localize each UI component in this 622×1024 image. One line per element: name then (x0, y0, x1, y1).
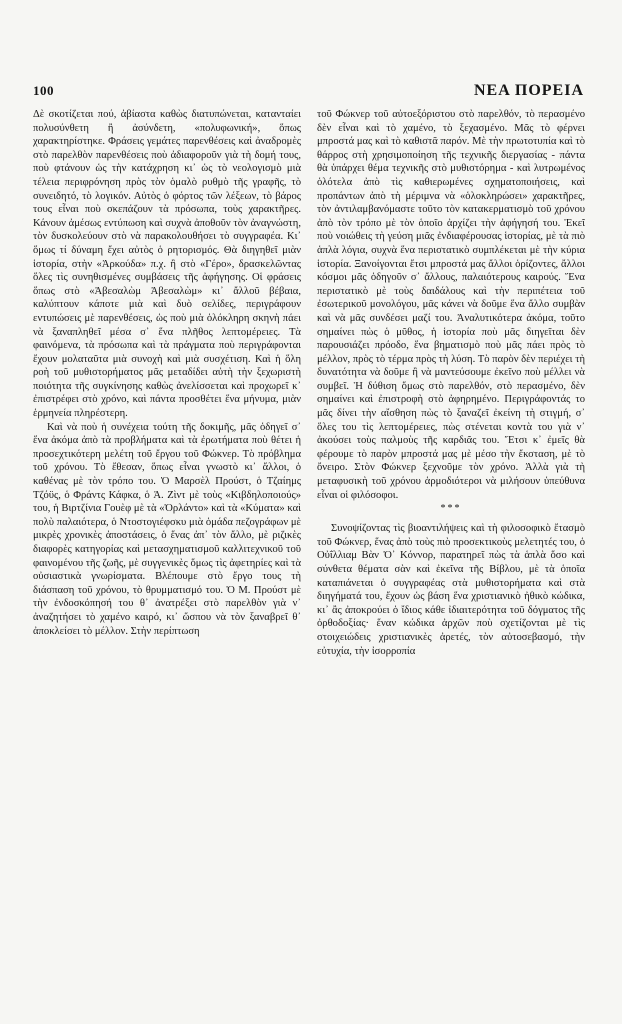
paragraph: τοῦ Φώκνερ τοῦ αὐτοεξόριστου στὸ παρελθόν, τὸ περασμένο δὲν εἶναι καὶ τὸ χαμένο, τὸ ξεχασμένο. Μᾶς τὸ φέρνει μπροστά μας καὶ τὸ καθιστᾶ παρόν. Μὲ τὴν πρωτοτυπία καὶ τὸ θάρρος στὴ χρησιμοποίηση τῆς τεχνικῆς διεργασίας - πάντα θὰ ὑπάρχει θέμα τεχνικῆς στὸ μυθιστόρημα - καὶ λυτρωμένος ὁλότελα ἀπὸ τὶς καθιερωμένες σχηματοποιήσεις, καὶ προπάντων ἀπὸ τὴ μέριμνα νὰ «ὁλοκληρώσει» χαρακτῆρες, τὸν ἀντιλαμβανόμαστε τοῦτο τὸν κατακερματισμὸ τοῦ χρόνου ἀπὸ τὸν τρόπο μὲ τὸν ὁποῖο ἀρχίζει τὴν ἀφήγησή του. Ἐκεῖ ποὺ νοιώθεις τὴ γεύση μιᾶς ἐνδιαφέρουσας ἱστορίας, μὲ τὰ πιὸ ἁπλὰ λόγια, συχνὰ ἕνα περιστατικὸ συμπλέκεται μὲ τὴν κύρια ἱστορία. Ξανοίγονται ἔτσι μπροστά μας ἄλλοι ὁρίζοντες, ἄλλοι κόσμοι μᾶς ὁδηγοῦν σ᾽ ἄλλους, παλαιότερους καιρούς. Ἕνα περιστατικὸ μὲ τοὺς δαιδάλους καὶ τὴν περιπέτεια τοῦ ἐσωτερικοῦ μονολόγου, μᾶς κάνει νὰ δοῦμε ἕνα ἄλλο συμβὰν καὶ νὰ μᾶς συνδέσει μαζί του. Ἀναλυτικότερα ἀκόμα, τοῦτο σημαίνει πὼς ὁ μῦθος, ἡ ἱστορία ποὺ μᾶς διηγεῖται δὲν παρουσιάζει πρόοδο, ἕνα βηματισμὸ ποὺ μᾶς πάει πρὸς τὸ μέλλον, πρὸς τὸ τέρμα πρὸς τὴ λύση. Τὸ παρὸν δὲν περιέχει τὴ δυνατότητα νὰ δοῦμε ἢ νὰ μαντεύσουμε ἐκεῖνο ποὺ μέλλει νὰ συμβεῖ. Ἡ δύθιση ὅμως στὸ παρελθόν, στὸ περασμένο, δὲν σημαίνει καὶ ἐπιστροφὴ στὸ ἀφηρημένο. Περιγράφοντάς το μᾶς δίνει τὴν αἴσθηση πὼς τὸ ξαναζεῖ ἐκείνη τὴ στιγμή, σ᾽ ὅλες του τὶς λεπτομέρειες, πὼς στένεται κοντὰ του γιὰ ν᾽ ἀκούσει τοὺς παλμοὺς τῆς καρδιᾶς του. Ἔτσι κ᾽ ἐμεῖς θὰ φέρουμε τὸ παρὸν μπροστά μας μὲ μέσο τὴν ἔκσταση, μὲ τὸ ὄνειρο. Στὸν Φώκνερ ξεχνοῦμε τὸν χρόνο. Ἀλλὰ γιὰ τὴ μεταφυσικὴ τοῦ χρόνου ἁρμοδιότεροι νὰ μιλήσουν ὑπεύθυνα εἶναι οἱ φιλόσοφοι. (317, 109, 585, 501)
section-separator: *** (440, 503, 462, 515)
page-number: 100 (33, 83, 54, 98)
right-column (317, 108, 585, 1018)
running-head: ΝΕΑ ΠΟΡΕΙΑ (473, 82, 584, 99)
text-columns (33, 108, 585, 1018)
paragraph: Δὲ σκοτίζεται πού, ἀβίαστα καθὼς διατυπώνεται, κατανταίει πολυσύνθετη ἢ ἀσύνδετη, «πολυφωνική», ὅπως χαρακτηρίστηκε. Φράσεις γεμάτες παρενθέσεις καὶ ἀναδρομὲς στὸ παρελθὸν παρενθέσεις ποὺ ἀδιαφοροῦν γιὰ τὴ δομή τους, ποὺ φτάνουν ὡς τὴν κατάχρηση κι᾽ ὡς τὸ νεολογισμὸ μιὰ τέλεια περιφρόνηση πρὸς τὸν ὁμαλὸ ρυθμὸ τῆς γραφῆς, τὸ συνειδητό, τὸ λογικόν. Αὐτὸς ὁ φόρτος τῶν λέξεων, τὸ βάρος τους εἶναι ποὺ σκεπάζουν τὰ πρόσωπα, τοὺς χαρακτῆρες. Κάνουν ἀμέσως εντύπωση καὶ συχνὰ ἀποθοῦν τὸν ἀναγνώστη, τὸν δυσκολεύουν στὸ νὰ παρακολουθήσει τὸ συγγραφέα. Κι᾽ ὅμως τί δύναμη ἔχει αὐτὸς ὁ ρητορισμός. Θὰ διηγηθεῖ μιὰν ἱστορία, στὴν «Ἀρκούδα» π.χ. ἢ στὸ «Γέρο», δρασκελῶντας ὅλες τὶς συνηθισμένες συμβάσεις τῆς ἀφήγησης. Οἱ φράσεις ὅπως στὸ «Ἀβεσαλὼμ Ἀβεσαλὼμ» κι᾽ ἄλλοῦ βέβαια, καλύπτουν κάποτε μιὰ καὶ δυὸ σελίδες, περιγράφουν εντυπώσεις μὲ παρενθέσεις, ὡς ποὺ μιὰ ὁλόκληρη σκηνὴ πάει νὰ ξαναπληθεῖ μέσα σ᾽ ἕνα πλῆθος λεπτομέρειες. Τὰ φαινόμενα, τὰ πρόσωπα καὶ τὰ πράγματα ποὺ περιγράφονται ἔχουν μολαταῦτα μιὰ συνοχὴ καὶ μιὰ συσχέτιση. Καὶ ἡ ὅλη ροὴ τοῦ μυθιστορήματος μᾶς μεταδίδει αὐτὴ τὴν ξεχωριστὴ ποιότητα τῆς συγκίνησης καθὼς ἀνελίσσεται καὶ προχωρεῖ κ᾽ ἐπιστρέφει στὸ χρόνο, καὶ πάντα προσθέτει ἕνα μήνυμα, μιὰν ἑρμηνεία πληρέστερη. (33, 109, 301, 420)
page-header (33, 82, 584, 102)
paragraph: Καὶ νὰ ποὺ ἡ συνέχεια τούτη τῆς δοκιμῆς, μᾶς ὁδηγεῖ σ᾽ ἕνα ἀκόμα ἀπὸ τὰ προβλήματα καὶ τὰ ἐρωτήματα ποὺ θέτει ἡ προσεχτικότερη μελέτη τοῦ ἔργου τοῦ Φώκνερ. Τὸ πρόβλημα τοῦ χρόνου. Τὸ ἔθεσαν, ὅπως εἶναι γνωστὸ κι᾽ ἄλλοι, ὁ καθένας μὲ τὸν τρόπο του. Ὁ Μαρσὲλ Προύστ, ὁ Τζαίημς Τζόϋς, ὁ Φράντς Κάφκα, ὁ Ἀ. Ζὶντ μὲ τοὺς «Κιβδηλοποιούς» του, ἡ Βιρτζίνια Γουὲφ μὲ τὰ «Ὀρλάντο» καὶ τὰ «Κύματα» καὶ πολὺ παλαιότερα, ὁ Ντοστογιέφσκυ μιὰ ὁμάδα πεζογράφων μὲ μικρὲς χρονικὲς ἀποστάσεις, ὁ ἕνας ἀπ᾽ τὸν ἄλλο, μὲ ριζικὲς διαφορὲς κατηγορίας καὶ μετασχηματισμοῦ καλλιτεχνικοῦ τοῦ φαινομένου τῆς ζωῆς, μὲ συγγενικὲς ὅμως τὶς ἀφετηρίες καὶ τὰ οὐσιαστικὰ γνωρίσματα. Βλέπουμε στὸ ἔργο τους τὴ διάσπαση τοῦ χρόνου, τὸ θρυμματισμό του. Ὁ Μ. Προύστ μὲ τὴν ἐνδοσκόπησή του θ᾽ ἀνατρέξει στὸ παρελθὸν γιὰ ν᾽ ἀναζητήσει τὸ χαμένο καιρό, κι᾽ ὥσπου νὰ τὸν ξαναβρεῖ θ᾽ ἀποκλείσει τὸ μέλλον. Στὴν περίπτωση (33, 421, 301, 637)
paragraph: Συνοψίζοντας τὶς βιοαντιλήψεις καὶ τὴ φιλοσοφικὸ ἔτασμὸ τοῦ Φώκνερ, ἕνας ἀπὸ τοὺς πιὸ προσεκτικοὺς μελετητές του, ὁ Οὐΐλλιαμ Βὰν Ὀ᾽ Κόννορ, παρατηρεῖ πὼς τὰ ἁπλὰ ὅσο καὶ σύνθετα θέματα σὰν καὶ ἐκεῖνα τῆς Βίβλου, μὲ τὰ ὁποῖα καταπιάνεται ὁ συγγραφέας στὰ μυθιστορήματα καὶ στὰ διηγήματά του, ἔχουν ὡς βάση ἕνα χριστιανικὸ ἠθικὸ κώδικα, κι᾽ ἂς ἀποκρούει ὁ ἴδιος κάθε ἰδιαιτερότητα τοῦ δόγματος τῆς ὀρθοδοξίας· ἕναν κώδικα ἀρχῶν ποὺ σχετίζονται μὲ τὶς στοιχειώδεις χριστιανικὲς ἀρετές, τὸν αὐτοσεβασμό, τὴν εὐτυχία, τὴν ἰσορροπία (317, 523, 585, 657)
left-column (33, 108, 301, 1018)
